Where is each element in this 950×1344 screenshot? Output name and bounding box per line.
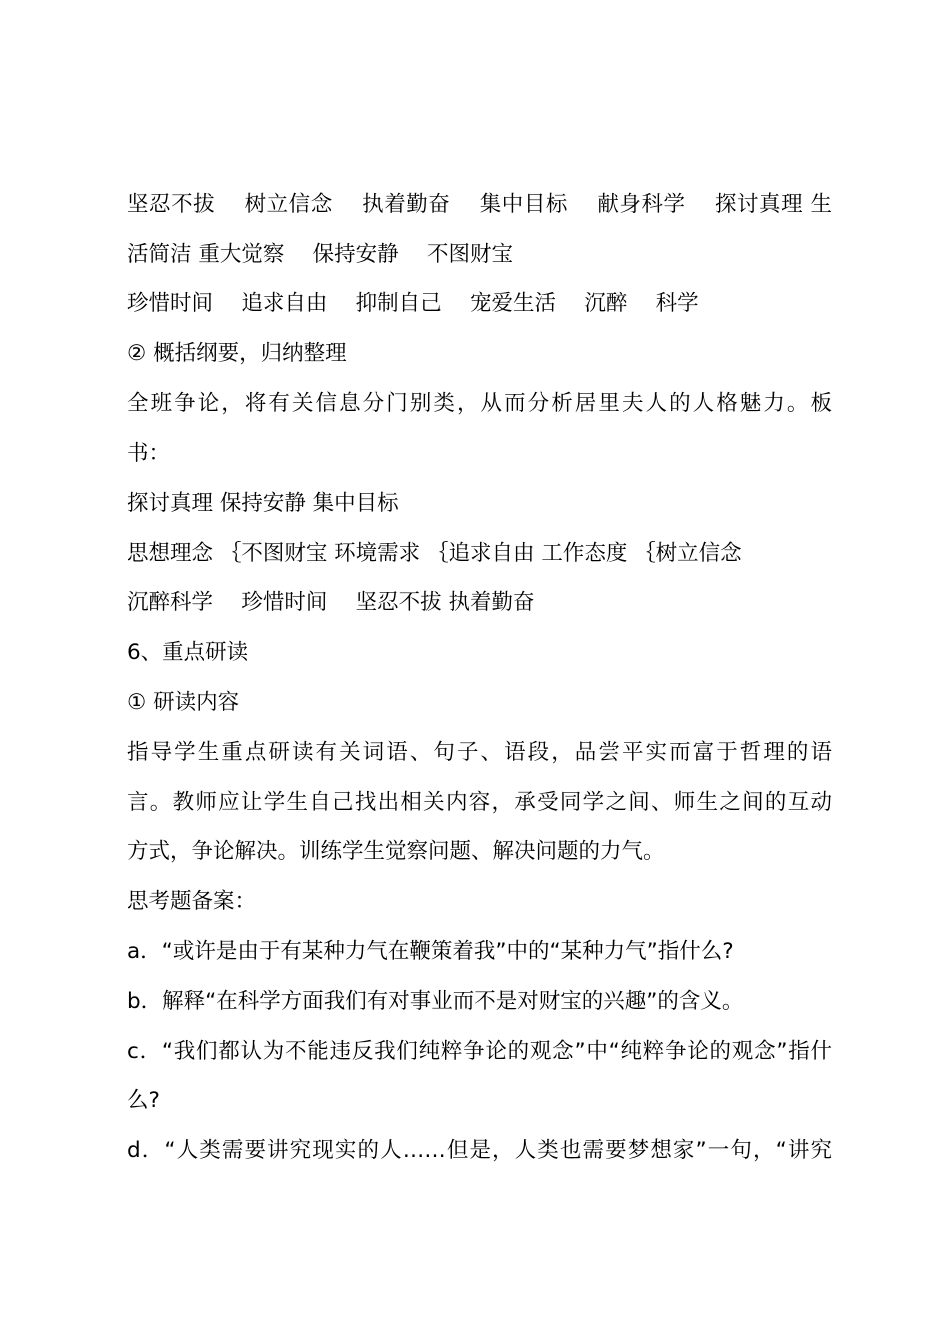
text-line-15: 思考题备案：: [127, 889, 257, 914]
text-line-6: 书：: [127, 441, 171, 466]
text-line-8: 思想理念 ｛不图财宝 环境需求 ｛追求自由 工作态度 ｛树立信念: [127, 541, 742, 566]
text-line-14: 方式，争论解决。训练学生觉察问题、解决问题的力气。: [127, 839, 665, 864]
text-line-9: 沉醉科学 珍惜时间 坚忍不拔 执着勤奋: [127, 590, 535, 615]
text-line-20: d．“人类需要讲究现实的人……但是，人类也需要梦想家”一句，“讲究: [127, 1138, 832, 1163]
text-line-7: 探讨真理 保持安静 集中目标: [127, 491, 399, 516]
text-line-16: a．“或许是由于有某种力气在鞭策着我”中的“某种力气”指什么?: [127, 939, 734, 964]
text-line-13: 言。教师应让学生自己找出相关内容，承受同学之间、师生之间的互动: [127, 790, 832, 815]
text-line-12: 指导学生重点研读有关词语、句子、语段，品尝平实而富于哲理的语: [127, 740, 832, 765]
text-line-1: 坚忍不拔 树立信念 执着勤奋 集中目标 献身科学 探讨真理 生: [127, 192, 832, 217]
text-line-2: 活简洁 重大觉察 保持安静 不图财宝: [127, 242, 514, 267]
text-line-11: ① 研读内容: [127, 690, 240, 715]
text-line-3: 珍惜时间 追求自由 抑制自己 宠爱生活 沉醉 科学: [127, 291, 699, 316]
text-line-17: b．解释“在科学方面我们有对事业而不是对财宝的兴趣”的含义。: [127, 989, 744, 1014]
text-line-18: c．“我们都认为不能违反我们纯粹争论的观念”中“纯粹争论的观念”指什: [127, 1039, 832, 1064]
text-line-10: 6、重点研读: [127, 640, 249, 665]
text-line-5: 全班争论，将有关信息分门别类，从而分析居里夫人的人格魅力。板: [127, 391, 832, 416]
text-line-4: ② 概括纲要，归纳整理: [127, 341, 347, 366]
text-line-19: 么?: [127, 1088, 160, 1113]
